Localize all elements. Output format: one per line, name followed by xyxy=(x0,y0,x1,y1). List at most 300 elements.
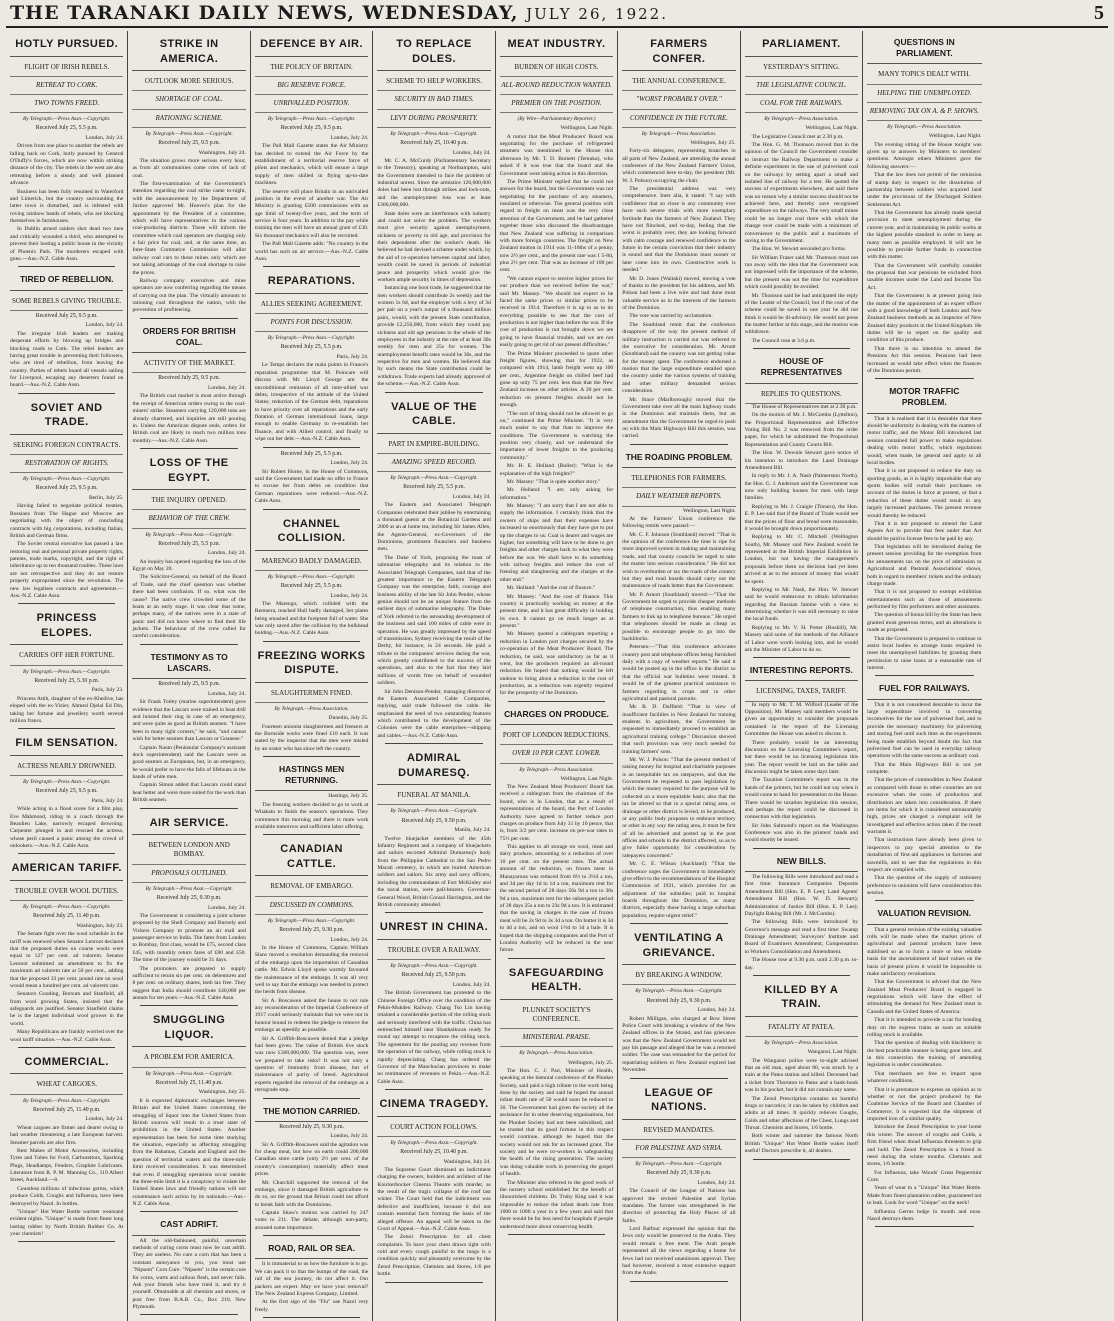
dateline: By Telegraph.—Press Assn.—Copyright. xyxy=(390,475,478,481)
place-dateline: Wellington, Last Night. xyxy=(560,125,614,132)
article xyxy=(622,448,735,920)
paragraph: The Duke of York, proposing the toast of submarine telegraphy and its relation to the Associated Telegraph Companies, said that of the greatest importance to the Eastern Telegraph Company was the enterprise, faith, courage and business ability of the late Sir John Pender, whose genius should not be an unique feature from the earliest days of submarine telegraphy. The Duke of York referred to the astounding development of the business and said 100 miles of cable were in operation. He was greatly impressed by the speed of transmission, Sydney receiving the result of the Derby, for instance, in 24 seconds. He paid a tribute to the companies' services during the war, which greatly contributed to the success of the operations, and also to the fact that they laid millions of words free on behalf of wounded soldiers. xyxy=(377,554,491,687)
paragraph: The Taxation Committee's report was in the hands of the printers, but he could not say when it would come to hand for presentation to the House. There would be taxation legislation this session, and perhaps the report could be discussed in connection with that legislation. xyxy=(744,777,859,821)
paragraph: Having failed to negotiate political treaties, Russians from The Hague and Moscow are negotiating with the object of concluding contracts with big corporations, including Italian, British and German firms. xyxy=(10,503,124,539)
article-divider xyxy=(18,1047,115,1048)
article-divider xyxy=(140,318,237,319)
article-divider xyxy=(140,808,237,809)
paragraph: The House of Representatives met at 2.30 p.m. xyxy=(751,403,857,410)
place-dateline: Dunedin, July 25. xyxy=(328,715,369,722)
dateline: By Telegraph.—Press Assn.—Copyright. xyxy=(267,116,356,123)
place-dateline: London, July 24. xyxy=(452,493,491,500)
column-6 xyxy=(618,31,740,1321)
headline: VALUE OF THE CABLE. xyxy=(377,396,490,434)
received-line: Received July 25, 9.50 p.m. xyxy=(401,817,467,824)
headline: CINEMA TRAGEDY. xyxy=(377,1093,490,1117)
subheading: MANY TOPICS DEALT WITH. xyxy=(867,66,981,84)
place-dateline: Wellington, July 25. xyxy=(567,1059,614,1066)
paragraph: Introduce the Zenol Prescription to your home this winter. The answer of coughs and Colds, a firm friend when dread Influenza threatens to grip and hold. The Zenol Prescription is a friend in need during the winter months. Chemists and stores, 1/6 bottle. xyxy=(867,1124,982,1168)
article-divider xyxy=(263,834,360,835)
article-divider xyxy=(753,975,850,976)
place-dateline: London, July 24. xyxy=(330,134,369,141)
paragraph: That the question of the supply of stationery preference to unionists will have consideration this session. xyxy=(867,875,982,897)
paragraph: Mr. Massey quoted a cablegram reporting a reduction in London port charges secured by the co-operation of the Meat Producers' Board. The reduction, he said, was satisfactory as far as it went, but the producers required an all-round reduction. He hoped that nothing would be left undone to bring about a reduction in the cost of production, as a reduction was urgently required for the prosperity of the Dominion. xyxy=(499,631,614,697)
article xyxy=(255,838,368,1094)
subheading: ACTRESS NEARLY DROWNED. xyxy=(10,758,123,776)
place-dateline: Paris, July 24. xyxy=(91,797,124,804)
column-8 xyxy=(863,31,985,1321)
subheading: OVER 10 PER CENT. LOWER. xyxy=(500,745,613,763)
article xyxy=(10,607,123,725)
column-5 xyxy=(496,31,618,1321)
headline: STRIKE IN AMERICA. xyxy=(132,33,245,71)
article xyxy=(867,382,981,672)
received-line: Received July 25, 9.5 p.m. xyxy=(158,375,221,382)
place-dateline: Wellington, Last Night. xyxy=(560,775,614,782)
paragraph: Mr. Massey: "That is quite another story." xyxy=(506,478,601,485)
place-dateline: Berlin, July 25. xyxy=(88,495,124,502)
subheading: SCHEME TO HELP WORKERS. xyxy=(377,73,490,91)
received-line: Received July 25, 9.5 p.m. xyxy=(35,312,98,319)
paragraph: That it is not proposed to exempt exhibition entertainments such as those of amusements performed by film performers and other assistants. xyxy=(867,589,982,611)
paragraph: The Pall Mall Gazette adds: "No country in the world has such an air service.—Aus.-N.Z. Cable Assn. xyxy=(254,241,369,262)
subheading: BEHAVIOR OF THE CREW. xyxy=(132,510,245,528)
subheading: "WORST PROBABLY OVER." xyxy=(622,91,735,109)
subheading: CONFIDENCE IN THE FUTURE. xyxy=(622,110,735,128)
paragraph: That the Government is prepared to continue to assist local bodies to arrange loans required to meet the unemployed liabilities by granting them permission to raise loans at a reasonable rate of interest. xyxy=(867,635,982,672)
article-divider xyxy=(875,900,973,901)
paragraph: The reserve will place Britain in an unrivalled position in the event of another war. The Air Ministry is granting £500 commissions with an age limit of twenty-five years, and the term of service is four years. In addition to the pay while training the men will have an annual grant of £30. Six thousand mechanics will also be recruited. xyxy=(254,188,369,239)
place-dateline: Wellington, Last Night. xyxy=(682,507,736,514)
paragraph: Instancing one boot trade, he suggested that the men workers should contribute 2s weekly and the women 1s 6d, and the employer with a levy of 3d per pair on a year's output of a thousand million pairs, would, with the present State contribution, provide £2,250,000, from which they could pay sickness and old age pensions to the whole of the employees in the industry at the rate of at least 30s weekly for men and 25s for women. The unemployment benefit rates would be 30s, and the respective for men and women. He believed that by such means the State contribution could be withdrawn. Trade experts had already approved of the scheme.—Aus.-N.Z. Cable Assn. xyxy=(377,285,491,388)
article-divider xyxy=(508,701,605,702)
paragraph: The situation grows more serious every hour, as from all communities come cries of lack of coal. xyxy=(132,157,246,179)
dateline: By Telegraph.—Press Assn.—Copyright. xyxy=(145,531,233,538)
article-divider xyxy=(385,1282,482,1283)
article xyxy=(377,396,490,741)
paragraph: The Hon. W. Downie Stewart gave notice of his intention to introduce the Land Drainage Amendment Bill. xyxy=(744,450,859,471)
place-dateline: Hastings, July 25. xyxy=(328,793,369,800)
article xyxy=(500,962,613,1231)
headline: CAST ADRIFT. xyxy=(132,1215,245,1235)
headline: TESTIMONY AS TO LASCARS. xyxy=(132,648,245,679)
paragraph: The irregular Irish leaders are making desperate efforts by blowing up bridges and blocking roads to Cork. The rebel leaders are having great trouble in preventing their followers, who are tired of rebellion, from leaving the country. Parties of rebels board all vessels sailing for Liverpool, escaping any deserters found on board.—Aus.-N.Z. Cable Assn. xyxy=(10,330,124,389)
dateline: By Telegraph.—Press Assn.—Copyright. xyxy=(145,1070,233,1077)
received-line: Received July 25, 9.30 p.m. xyxy=(156,894,222,901)
paragraph: The Soviet central executive has passed a law restoring real and personal private property rights, patents, trade marks, copyright, and the right of inheritance up to ten thousand roubles. These laws are not retrospective and they do not restore property expropriated since the revolution. The new law legalises contracts and agreements.—Aus.-N.Z. Cable Assn. xyxy=(10,541,124,599)
subheading: TROUBLE OVER A RAILWAY. xyxy=(377,942,490,960)
received-line: Received July 25, 9.30 p.m. xyxy=(646,1170,712,1177)
dateline: By Telegraph.—Press Assn.—Copyright. xyxy=(23,116,111,123)
article xyxy=(10,857,123,1044)
place-dateline: Wanganui, Last Night. xyxy=(807,1049,859,1056)
received-line: Received July 25, 5.5 p.m. xyxy=(158,540,221,547)
column-4 xyxy=(373,31,495,1321)
dateline: By Telegraph.—Press Assn.—Copyright. xyxy=(390,963,478,970)
paragraph: Mr. Massey: "And the cost of finance. This country is practically working on money at the present time, and it has great difficulty in holding its own. It cannot go on much longer as at present." xyxy=(499,593,614,630)
paragraph: The Zenol Prescription contains no harmful drugs or narcotics; it can be taken by children and adults at all times. It quickly relieves Coughs, Colds and other affections of the Chest, Lungs and Throat. Chemists and Stores, 1/6 bottle. xyxy=(744,1095,859,1132)
dateline: By Telegraph.—Press Assn.—Copyright. xyxy=(635,988,723,995)
article xyxy=(255,645,368,753)
subheading: REPLIES TO QUESTIONS. xyxy=(745,386,858,404)
article-divider xyxy=(630,923,727,924)
received-line: Received July 25, 9.30 p.m. xyxy=(279,926,344,933)
received-line: Received July 25, 10.40 p.m. xyxy=(400,1148,468,1155)
paragraph: Countless millions of infectious germs, which produce Colds, Coughs and Influenza, have been destroyed by Nazol. In bottles. xyxy=(10,1185,124,1207)
subheading: ACTIVITY OF THE MARKET. xyxy=(132,355,245,373)
paragraph: The Council of the League of Nations has approved the revised Palestine and Syrian mandates. The former was strengthened in the direction of protecting the Holy Places of all faiths. xyxy=(622,1188,736,1224)
headline: ORDERS FOR BRITISH COAL. xyxy=(132,322,245,353)
article xyxy=(377,1093,490,1279)
place-dateline: London, July 24. xyxy=(452,149,491,156)
paragraph: The Minister also referred to the good work of the nursery school established for the benefit of illnourished children. Dr. Truby King said it was impossible to reduce the infant death rate from 1000 to 1000 a year in a few years and said that there would be for less need for hospitals if people understood more about conserving health. xyxy=(499,1179,614,1230)
place-dateline: Wellington, Last Night. xyxy=(928,133,982,140)
subheading: BIG RESERVE FORCE. xyxy=(255,77,368,95)
subheading: SECURITY IN BAD TIMES. xyxy=(377,91,490,109)
paragraph: Best Makes of Motor Accessories, including Tyres and Tubes for Ford, Carburettors, Sparking Plugs, Headlamps, Fenders, Graphite Lubricants. Literature from R. P. M. Manning Co., 119 Albert Street, Auckland.—8. xyxy=(10,1147,124,1184)
subheading: COAL FOR THE RAILWAYS. xyxy=(745,95,858,113)
headline: MEAT INDUSTRY. xyxy=(500,33,613,57)
received-line: Received July 25, 9.5 p.m. xyxy=(35,485,98,492)
paragraph: That a general revision of the existing valuation rolls will be made when the market prices of agricultural and pastoral products have been stabilised so as to form a more or less reliable basis for the ascertainment of land values on the basis of present prices it would be impossible to make satisfactory revaluations. xyxy=(867,926,982,977)
article xyxy=(255,33,368,263)
article xyxy=(10,270,123,389)
paragraph: "The sort of thing should not be allowed to go on," continued the Prime Minister. "It is very much easier to say that than to improve the conditions. The Government is watching the position very closely, and we understand the importance of lower freights to the producing community." xyxy=(499,410,614,461)
paragraph: The Hon. G. M. Thomson moved that in the opinion of the Council the Government consider to instruct the Railway Department to make a definite experiment in the use of pulverised coal on the railways by setting apart a small and isolated line of railway for a test. He quoted the success of experiments elsewhere, and said there was no reason why a similar success should not be achieved here, and thereby save recognised expenditure on the railways. The very small mines could be no longer coal there with which the change over could be made with a minimum of convenience to the public and a maximum of saving to the Government. xyxy=(744,142,859,244)
headline: QUESTIONS IN PARLIAMENT. xyxy=(867,33,981,64)
paragraph: Sir John Salmond's report on the Washington Conference was also in the printers' hands and would shortly be issued. xyxy=(744,822,859,844)
paragraph: Captain Shaw's motion was carried by 247 votes to 211. The debate, although non-party, aroused some importance. xyxy=(254,1210,369,1231)
headline: ADMIRAL DUMARESQ. xyxy=(377,747,490,785)
article xyxy=(745,661,858,845)
subheading: BY BREAKING A WINDOW. xyxy=(622,967,735,985)
headline: NEW BILLS. xyxy=(745,852,858,872)
headline: AMERICAN TARIFF. xyxy=(10,857,123,881)
paragraph: Years of wear in a "Unique" Hot Water Bottle. Made from finest plantation rubber, guaranteed not to leak. Look for word "Unique" on the neck! xyxy=(867,1185,982,1207)
paragraph: Sir A. Griffith-Boscawen denied that a pledge had been given. The value of British live stock was now £300,000,000. The question was, were we prepared to take risks? It was not only a question of immunity from disease, but of maintenance of purity of breed. Agricultural experts regarded the removal of the embargo as a retrograde step. xyxy=(254,1035,369,1094)
article-divider xyxy=(140,644,237,645)
paragraph: That the Government is at present going into the matter of the appointment of an expert officer with a good knowledge of both London and New Zealand business methods as an inspector of New Zealand dairy products in the United Kingdom. He duties will be to report on the quality and condition of this produce. xyxy=(867,293,982,344)
article xyxy=(255,1239,368,1314)
article-divider xyxy=(18,266,115,267)
received-line: Received July 25, 5.5 p.m. xyxy=(280,450,343,457)
paragraph: That it is not proposed to amend the Land Agents Act to provide that fees under that Act should be paid to license fees to be paid by any. xyxy=(867,520,982,542)
paragraph: State doles were an interference with industry and could not solve the problem. The workers must give security against unemployment, sickness or poverty in old age, and provision for their dependents after the worker's death. He believed he had devised a scheme under which, by the aid of co-operation between capital and labor, wealth could be saved in periods of industrial peace and prosperity which would give the workers ample security in times of depression. xyxy=(377,210,491,283)
article-divider xyxy=(753,657,850,658)
article xyxy=(132,1009,245,1208)
article xyxy=(10,1051,123,1239)
article-divider xyxy=(18,728,115,729)
paragraph: The Supreme Court dismissed an indictment charging the owners, builders and architect of the Knickerbocker Cinema Theatre with murder, as the result of the tragic collapse of the roof last winter. The Court held that the indictment was defective and insufficient, because it did not contain essential facts forming the basis of the alleged offence. An appeal will be taken to the Court of Appeal.—Aus.-N.Z. Cable Assn. xyxy=(377,1166,491,1232)
headline: THE MOTION CARRIED. xyxy=(255,1102,368,1122)
headline: FARMERS CONFER. xyxy=(622,33,735,71)
columns xyxy=(6,31,1108,1313)
paragraph: Le Temps declares the main points in France's reparation programme that M. Poincare will discuss with Mr. Lloyd George are: the unconditional remission of all inter-allied war debts; irrespective of the attitude of the United States; reduction of the German debt, reparations to have priority over all reparations and the early flotation of German international loans, large enough to enable Germany to re-establish her finance, and with Allied control, and finally to wipe out her debt.—Aus.-N.Z. Cable Assn. xyxy=(254,362,369,443)
paragraph: Mr. C. F. Johnson (Southland) moved: "That in the opinion of the conference the time is ripe for more improved system in making and maintaining roads, and that county councils be urged to take the matter into serious consideration." He did not wish to overburden or tax the roads of the country but they and road boards should carry out the maintenance of roads better than the Government. xyxy=(622,531,736,590)
article xyxy=(377,33,490,389)
place-dateline: London, July 24. xyxy=(207,690,246,697)
paragraph: The Pall Mall Gazette states the Air Ministry has decided to extend the Air Force by the establishment of a territorial reserve force of pilots and mechanics, which will ensure a large supply of men skilled in flying up-to-date machines. xyxy=(254,143,369,187)
place-dateline: London, July 24. xyxy=(207,550,246,557)
article xyxy=(132,1215,245,1311)
subheading: PLUNKET SOCIETY'S CONFERENCE. xyxy=(500,1002,613,1029)
paragraph: Mr. P. Arnott (Southland) moved:—"That the Government be urged to provide cheaper methods of telephone construction, thus enabling many farmers to link up to telephone bureaus." He urged that telephones should be made as cheap as possible to encourage people to go into the backblocks. xyxy=(622,591,736,642)
article-divider xyxy=(753,1159,850,1160)
subheading: THE INQUIRY OPENED. xyxy=(132,492,245,510)
article xyxy=(867,679,981,897)
received-line: Received July 25, 9.5 p.m. xyxy=(158,139,221,146)
column-3 xyxy=(251,31,373,1321)
article-divider xyxy=(753,848,850,849)
received-line: Received July 25, 5.5 p.m. xyxy=(403,484,465,491)
subheading: OUTLOOK MORE SERIOUS. xyxy=(132,73,245,91)
paragraph: The Southland remit that the conference disapprove of the way the present method of military instruction is carried out was referred to the executive for consideration. Mr. Arnott (Southland) said the country was not getting value for the money spent. The conference endorsed a motion that the large expenditure entailed upon the country under the various systems of training and other military demanded serious consideration. xyxy=(622,321,736,395)
masthead-date: JULY 26, 1922. xyxy=(526,5,668,23)
article-divider xyxy=(875,378,973,379)
subheading: REMOVAL OF EMBARGO. xyxy=(255,878,368,896)
received-line: Received July 25, 5.5 p.m. xyxy=(280,582,343,589)
received-line: Received July 25, 9.5 p.m. xyxy=(35,788,98,795)
article-divider xyxy=(263,509,360,510)
article-divider xyxy=(263,1098,360,1099)
paragraph: Many Republicans are frankly worried over the wool tariff situation.—Aus.-N.Z. Cable Assn. xyxy=(10,1029,124,1043)
headline: FUEL FOR RAILWAYS. xyxy=(867,679,981,699)
dateline: By Telegraph.—Press Assn.—Copyright. xyxy=(23,668,111,675)
article xyxy=(10,397,123,601)
article-divider xyxy=(140,1211,237,1212)
received-line: Received July 25, 9.5 p.m. xyxy=(158,681,221,688)
headline: VALUATION REVISION. xyxy=(867,904,981,924)
subheading: SLAUGHTERMEN FINED. xyxy=(255,685,368,703)
place-dateline: Washington, July 25. xyxy=(198,1089,246,1096)
place-dateline: Paris, July 24. xyxy=(336,354,369,361)
paragraph: The following Bills were introduced by Governor's message and read a first time: Swamp Drainage Amendment; Surveyors' Institute and Board of Examiners Amendment; Compensation to Workers Consolidation and Amendment. xyxy=(744,919,859,955)
article-divider xyxy=(18,853,115,854)
place-dateline: Washington, July 24. xyxy=(198,149,246,156)
paragraph: In the House of Commons, Captain William Shaw moved a resolution demanding the removal of the embargo upon the importation of Canadian cattle. Mr. Edwin Lloyd spoke warmly favoured the maintenance of the embargo. It was all very well to say that the embargo was needed to protect the herds from disease. xyxy=(254,945,369,996)
headline: CHANNEL COLLISION. xyxy=(255,513,368,551)
paragraph: The British coal market is most active through the receipt of American orders owing to the coal-miners' strike. Steamers carrying 120,000 tons are already chartered, and inquiries are still pouring in. Unless the American dispute ends, orders for British coal are likely to reach two million tons monthly.—Aus.-N.Z. Cable Assn. xyxy=(132,393,246,444)
headline: FILM SENSATION. xyxy=(10,732,123,756)
paragraph: The British Government has protested to the Chinese Foreign Office over the condition of the Pekin-Mukden Railway. Chang Tso Lin having retained a considerable portion of the rolling stock and seriously interfered with the traffic. China has entrenched himself near Shanhaikwan ready for round say attempt to recapture the rolling stock. The agreement for the pooling any revenue from the operation of the railway, while rolling stock is rapidly depreciating. Chang has ordered the Governor of the Manchurian provinces to make no remittances of revenues to Pekin.—Aus.-N.Z. Cable Assn. xyxy=(377,990,491,1085)
article-divider xyxy=(18,603,115,604)
dateline: By Telegraph.—Press Association. xyxy=(887,124,962,131)
paragraph: The House rose at 9.30 p.m. until 2.30 p.m. to-day. xyxy=(744,957,859,971)
subheading: REMOVING TAX ON A. & P. SHOWS. xyxy=(867,103,981,121)
place-dateline: London, July 24. xyxy=(85,1116,124,1123)
article-divider xyxy=(385,1089,482,1090)
article xyxy=(132,322,245,445)
headline: HOUSE OF REPRESENTATIVES xyxy=(745,352,858,383)
place-dateline: London, July 24. xyxy=(697,1007,736,1014)
column-1 xyxy=(6,31,128,1321)
place-dateline: Washington, July 24. xyxy=(443,1158,491,1165)
paragraph: Mr. C. E. Wilson (Auckland): "That the conference urges the Government to immediately give effect to the recommendations of the Hospital Commission of 1921, which provides for an adjustment of the subsidies; paid to hospital boards throughout the Dominion, as many districts, especially those having a large suburban population, require urgent relief." xyxy=(622,861,736,919)
paragraph: Mr. Churchill supported the removal of the embargo, since it damaged British agriculture to do so, on the ground that Britain could not afford to break faith with the Dominions. xyxy=(254,1179,369,1208)
article xyxy=(745,352,858,654)
paragraph: The Council rose at 3.6 p.m. xyxy=(751,337,816,344)
dateline: By Telegraph.—Press Assn.—Copyright. xyxy=(145,130,233,137)
article-divider xyxy=(385,743,482,744)
article xyxy=(132,452,245,641)
paragraph: The Hon. W. Stewart seconded pro forma. xyxy=(751,246,846,253)
paragraph: Both winter and summer the famous North British "Unique" Hot Water Bottle wakes itself useful! Doctors prescribe it, all dealers. xyxy=(744,1133,859,1155)
paragraph: Railway company executives and mine operators are now conferring regarding the means of carrying out the plan. The virtually amounts to rationing coal throughout the nation, with the prevention of profiteering. xyxy=(132,277,246,314)
subheading: RETREAT TO CORK. xyxy=(10,77,123,95)
paragraph: Driven from one place to another the rebels are falling back on Cork, hotly pursued by General O'Duffy's forces, which are now within striking distance of the city. The rebels in the west are also retreating before a steady and well planned advance. xyxy=(10,143,124,187)
paragraph: The Hon. C. J. Parr, Minister of Health, speaking at the biennial conference of the Plunket Society, said paid a high tribute to the work being done by the society and said he hoped the annual infant death rate of 50 would soon be reduced to 30. The Government had given the society all the assistance for in other deserving organisations, but the Plunket Society had not been subsidised, and he trusted that its good fortune in this respect would continue, although he hoped that the society would not ask for an increased grant. The society and he were co-workers in safeguarding the health of the rising generation. The society was doing valuable work in preserving the gospel of health. xyxy=(499,1067,614,1178)
dateline: By Telegraph.—Press Assn.—Copyright. xyxy=(145,885,233,892)
place-dateline: Washington, July 23. xyxy=(76,922,124,929)
article xyxy=(255,760,368,831)
paragraph: Business has been fully resumed in Waterford and Limerick, but the country surrounding the latter town is disturbed, and is infested with roving rainbow bands of rebels, who are blocking themselves in farmhouses. xyxy=(10,188,124,225)
paragraph: "We cannot expect to receive higher prices for our produce than we received before the war," said Mr. Massey. "We should not expect to be faced the same prices or similar prices to be received in 1914. Therefore it is up to us to do everything possible to see that the cost of production is not higher than before the war. If the cost of production is not brought down we are going to have financial trouble, and we are not easily going to get rid of our present difficulties." xyxy=(499,275,614,349)
subheading: BURDEN OF HIGH COSTS. xyxy=(500,59,613,77)
article-divider xyxy=(263,447,360,448)
dateline: By Telegraph.—Press Association. xyxy=(274,706,349,713)
paragraph: A rumor that the Meat Producers' Board was negotiating for the purchase of refrigerated steamers was mentioned in the House this afternoon by Mr. T. D. Burnett (Temuka), who asked if it was true that the board and the Government were taking action in this direction. xyxy=(499,133,614,177)
paragraph: Twelve bluejacket members of the 45th Infantry Regiment and a company of bluejackets and sailors escorted Admiral Dumaresq's body from the Philippine Cathedral to the San Pedro Macati cemetery, in which are buried American soldiers and sailors. Six army and navy officers, including the commandants of Fort McKinley and the naval station, were pall-bearers. Governor-General Wood, British Consul Harrington, and the British community attended. xyxy=(377,835,491,908)
headline: REPARATIONS. xyxy=(255,270,368,294)
subheading: PROPOSALS OUTLINED. xyxy=(132,865,245,883)
dateline: By Telegraph.—Press Association. xyxy=(764,116,839,123)
dateline: By Telegraph.—Press Association. xyxy=(641,130,717,137)
paragraph: Replying to Mr. J. Craigie (Timaru), the Hon. E. P. Lee said that if the Board of Trade would see that the prices of flour and bread were reasonable, it would be brought down proportionately. xyxy=(744,503,859,532)
subheading: FATALITY AT PATEA. xyxy=(745,1019,858,1037)
article-divider xyxy=(875,675,973,676)
paragraph: That the Government has already made special provision to meet unemployment during the current year, and in maintaining its public works at the highest possible standard in order to keep as many men as possible employed. It will not be possible to provide further funds in connection with this matter. xyxy=(867,210,982,261)
paragraph: Robert Milligan, who charged at Bow Street Police Court with breaking a window of the New Zealand offices in the Strand, and has grievance was that the New Zealand Government would not pay his passage and alleged that he was a returned soldier. The case was remanded for the period for repatriating soldiers to New Zealand expired last November. xyxy=(622,1015,736,1074)
subheading: DISCUSSED IN COMMONS. xyxy=(255,897,368,915)
paragraph: That it is realised that it is desirable that there should be uniformity in dealing with the matters of motor traffic, and the Motor Bill introduced last session contained full power to make regulations dealing with motor traffic, which regulations would, when made, be general and apply to all local bodies. xyxy=(867,415,982,466)
subheading: COURT ACTION FOLLOWS. xyxy=(377,1119,490,1137)
article-divider xyxy=(263,641,360,642)
paragraph: At the first sign of the "Flu" use Nazol very freely. xyxy=(254,1299,369,1313)
subheading: THE POLICY OF BRITAIN. xyxy=(255,59,368,77)
paragraph: Lord Balfour expressed the opinion that the Jews only would be preserved to the Arabs. They would remain a free ment. The Arab people represented all the views regarding a home for Jews had not received unanimous approval. They had however, received a most extensive support from the Arabs. xyxy=(622,1226,736,1277)
subheading: YESTERDAY'S SITTING. xyxy=(745,59,858,77)
headline: SAFEGUARDING HEALTH. xyxy=(500,962,613,1000)
dateline: By Telegraph.—Press Assn.—Copyright. xyxy=(267,573,356,580)
received-line: Received July 25, 5.5 p.m. xyxy=(280,344,343,351)
place-dateline: Manila, July 24. xyxy=(454,827,491,834)
headline: AIR SERVICE. xyxy=(132,812,245,836)
subheading: REVISED MANDATES. xyxy=(622,1122,735,1140)
paragraph: The presidential address was very comprehensive. Inter alia, it stated: "I say with confidence that so close is any community ever have such severe trials with more exemplary fortitude than the farmers of New Zealand. They have not flinched, and to-day, feeling that the worst is probably over, they are looking forward with calm courage and renewed confidence to the future in the certain conviction that their industry is sound and that the Dominion must sooner or later come into its own. Constructive work is needed." xyxy=(622,186,736,274)
paragraph: Sir A. Griffith-Boscawen said the agitation was for cheap meat, but how on earth could 200,000 Canadian store cattle (only 2½ per cent. of the country's consumption) materially affect meat prices. xyxy=(254,1141,369,1178)
headline: CHARGES ON PRODUCE. xyxy=(500,705,613,725)
paragraph: That there is no intention to amend the Pensions Act this session. Pensions had been increased as would take effect when the finances of the Dominion permit. xyxy=(867,345,982,374)
article-divider xyxy=(18,393,115,394)
headline: HOTLY PURSUED. xyxy=(10,33,123,57)
subheading: SHORTAGE OF COAL. xyxy=(132,91,245,109)
paragraph: While acting in a flood scene for a film play, Eve Mahmond, riding in a coach through the Beaulieu Lake, narrowly escaped drowning. Carpenter plunged in and rescued the actress, whose peril caused a panic among the crowd of onlookers.—Aus.-N.Z. Cable Assn. xyxy=(10,806,124,850)
paragraph: That it is not proposed to reduce the duty on sporting goods, as it is highly improbable that any sports bodies will curtail their purchases on account of the duties in force at present, or that a reduction of these duties would result in any largely increased purchases. The present revenue would thereby be reduced. xyxy=(867,468,982,519)
article xyxy=(132,812,245,1003)
subheading: DAILY WEATHER REPORTS. xyxy=(622,488,735,506)
paragraph: All the old-fashioned, painful, uncertain methods of curing corns must now be cast adrift. They are useless. No cure a corn that has been a constant annoyance to you, you must use "Nipsem" Corn Cure. "Nipsem" is the certain cure for corns, warts and callous flesh, and never fails. Ask your friends who have tried it, and try it yourself. Obtainable at all chemists and stores, or post free from B.A.B. Co., Box 210, New Plymouth. xyxy=(132,1237,246,1311)
paragraph: The freezing workers decided to go to work at Whakatu to finish the season's operations. They commence this morning and there is more work available tomorrow and sufficient labor offering. xyxy=(254,801,369,830)
paragraph: This applies to all storage on wool, meat and dairy produce, amounting to a reduction of over 10 per cent. on the present rates. The actual amount of the reduction, on frozen meat in Manayarooa was reduced from 8½ to 3½d a ton, and 3d per day 1d to 1d a ton, maximum rent for the second period of 28 days 56s 9d a ton to 36s 9d a ton, maximum rent for the subsequent period of 28 days 25s a ton to 23s 9d a ton. It is estimated that the saving in charges in the case of frozen meat will be 2s 9d to 3s 3d a ton. On butter it is 3d to 4d a ton, and on wool 1½d to 1d a bale. It is hoped that the shipping companies and the Port of London Authority will be reduced in the near future. xyxy=(499,844,614,954)
place-dateline: Paris, July 23. xyxy=(91,687,124,694)
paragraph: The evening sitting of the House tonight was given up to answers by Ministers to members' questions. Amongst others Ministers gave the following answers:— xyxy=(867,141,982,170)
place-dateline: London, July 24. xyxy=(330,460,369,467)
dateline: By Telegraph.—Press Association. xyxy=(764,1040,839,1047)
paragraph: The vote was carried by acclamation. xyxy=(629,313,713,320)
place-dateline: London, July 24. xyxy=(330,1133,369,1140)
paragraph: The promoters are prepared to supply sufficient to return six per cent. on debentures and 8 per cent. on ordinary shares, both tax free. They suggest that India should contribute £40,000 per annum for ten years.—Aus.-N.Z. Cable Assn. xyxy=(132,965,246,1002)
headline: CANADIAN CATTLE. xyxy=(255,838,368,876)
paragraph: The Eastern and Associated Telegraph Companies celebrated their jubilee by entertaining a thousand guests at the Botanical Gardens and 2000 at an at home tea, including Sir James Allen, the Agents-General, ex-Governors of the Dominions, prominent financiers and business men. xyxy=(377,502,491,553)
subheading: LICENSING, TAXES, TARIFF. xyxy=(745,683,858,701)
paragraph: Mr. D. Jones (Waitaki) moved, moving a vote of thanks to the president for his address, and Mr. Polson had been a live wire and had done most valuable service as in the interests of the farmers of the Dominion. xyxy=(622,275,736,312)
dateline: By Telegraph.—Press Assn.—Copyright. xyxy=(390,808,478,815)
paragraph: Fourteen unionist slaughtermen and freezers at the Burnside works were fined £10 each. It was stated by the inspector that the men were misled by an orator who has since left the country. xyxy=(254,723,369,752)
column-2 xyxy=(128,31,250,1321)
headline: PRINCESS ELOPES. xyxy=(10,607,123,645)
paragraph: Forty-six delegates, representing branches in all parts of New Zealand, are attending the annual conference of the New Zealand Farmers' Union, which commenced here to-day, the president (Mr. W. J. Polson) occupying the chair. xyxy=(622,148,736,184)
article-divider xyxy=(263,756,360,757)
paragraph: The question of bonus bill by the State has been granted most generous terms, and an alterations is made as proposed. xyxy=(867,612,982,634)
paragraph: Sir Frank Totley (marine superintendent) gave evidence that the Lascars were trained in boat drill and hoisted their ring in case of an emergency, and were quite as good as British seamen. "I have been in many tight corners," he said, "and cannot wish for better seamen than Lascars or Goanese." xyxy=(132,699,246,743)
paragraph: Sir John Denison-Pender, managing director of the Eastern Associated Cable Companies, replying, said trade followed the cable. He emphasised the need of two outstanding features which contributed to the development of the Colonies were the cable enterprises—shipping and cables.—Aus.-N.Z. Cable Assn. xyxy=(377,688,491,739)
article xyxy=(255,513,368,638)
dateline: By Telegraph.—Press Assn.—Copyright. xyxy=(390,130,478,137)
article-divider xyxy=(385,912,482,913)
received-line: Received July 25, 9.50 p.m. xyxy=(401,972,467,979)
place-dateline: London, July 24. xyxy=(85,322,124,329)
paragraph: Mr. Stace (Marlborough) moved that the Government take over all the main highway roads in the Dominion and maintain them, but an amendment that the Government be urged to push on with the Main Highways Bill this session, was carried. xyxy=(622,396,736,440)
article-divider xyxy=(18,1241,115,1242)
place-dateline: London, July 24. xyxy=(207,904,246,911)
paragraph: Replying to Mr. C. Mitchell (Wellington South), Mr. Massey said New Zealand would be represented at the British Imperial Exhibition in London, but not having the management's proposals before them no decision had yet been arrived at as to the amount of money that would be spent. xyxy=(744,534,859,585)
headline: LEAGUE OF NATIONS. xyxy=(622,1082,735,1120)
article-divider xyxy=(875,1226,973,1227)
paragraph: That merchants are free to import upon whatever conditions. xyxy=(867,1070,982,1085)
subheading: UNRIVALLED POSITION. xyxy=(255,95,368,113)
paragraph: Replying to Mr. V. H. Potter (Roskill), Mr. Massey said some of the methods of the Alliance of Labor were worth looking into, and he would ask the Minister of Labor to do so. xyxy=(744,624,859,653)
paragraph: Captain Simon added that Lascars could stand heat better and were more suited for the work than British seamen. xyxy=(132,782,246,804)
paragraph: "Unique" Hot Water Bottle warmer wearsand evident nights. "Unique" is made from finest long lasting rubber by North British Rubber Co. At your chemists! xyxy=(10,1208,124,1238)
subheading: MARENGO BADLY DAMAGED. xyxy=(255,553,368,571)
article-divider xyxy=(630,1078,727,1079)
article-divider xyxy=(263,1317,360,1318)
article xyxy=(377,916,490,1086)
subheading: FLIGHT OF IRISH REBELS. xyxy=(10,59,123,77)
paragraph: At the Farmers' Union conference the following remits were passed:— xyxy=(622,515,736,530)
headline: VENTILATING A GRIEVANCE. xyxy=(622,927,735,965)
dateline: (By Wire—Parliamentary Reporter.) xyxy=(517,116,596,123)
subheading: TELEPHONES FOR FARMERS. xyxy=(622,470,735,488)
paragraph: Mr. Holland: "I am only asking for information." xyxy=(499,487,614,501)
dateline: By Telegraph.—Press Association. xyxy=(519,1050,594,1057)
headline: TIRED OF REBELLION. xyxy=(10,270,123,290)
paragraph: The Solicitor-General, on behalf of the Board of Trade, said the chief question was whether there had been confusion. If so, what was the cause? The native crew crowded some of the boats at an early stage. It was clear that some, perhaps many, of the natives were in a state of panic and did not know where to find their life jackets. The behaviour of the crew called for careful consideration. xyxy=(132,574,246,640)
subheading: PREMIER ON THE POSITION. xyxy=(500,95,613,113)
article xyxy=(377,747,490,909)
article xyxy=(132,648,245,805)
received-line: Received July 25, 11.40 p.m. xyxy=(33,1106,101,1113)
dateline: By Telegraph.—Press Assn.—Copyright. xyxy=(390,1139,478,1146)
dateline: By Telegraph.—Press Assn.—Copyright. xyxy=(23,476,111,483)
dateline: By Telegraph.—Press Assn.—Copyright. xyxy=(23,1097,111,1104)
article xyxy=(255,1102,368,1233)
masthead xyxy=(6,0,1108,28)
subheading: PORT OF LONDON REDUCTIONS. xyxy=(500,727,613,745)
paragraph: An inquiry has opened regarding the loss of the Egypt on May 20. xyxy=(132,558,246,573)
received-line: Received July 25, 9.5 p.m. xyxy=(280,125,343,132)
paragraph: Mr. R. D. Duffield: "That in view of insufficient facilities in New Zealand for training students in agriculture, the Government be requested to immediately proceed to establish an agricultural training college." Discussion showed that such provision was very much needed for training farmers' sons. xyxy=(622,704,736,755)
